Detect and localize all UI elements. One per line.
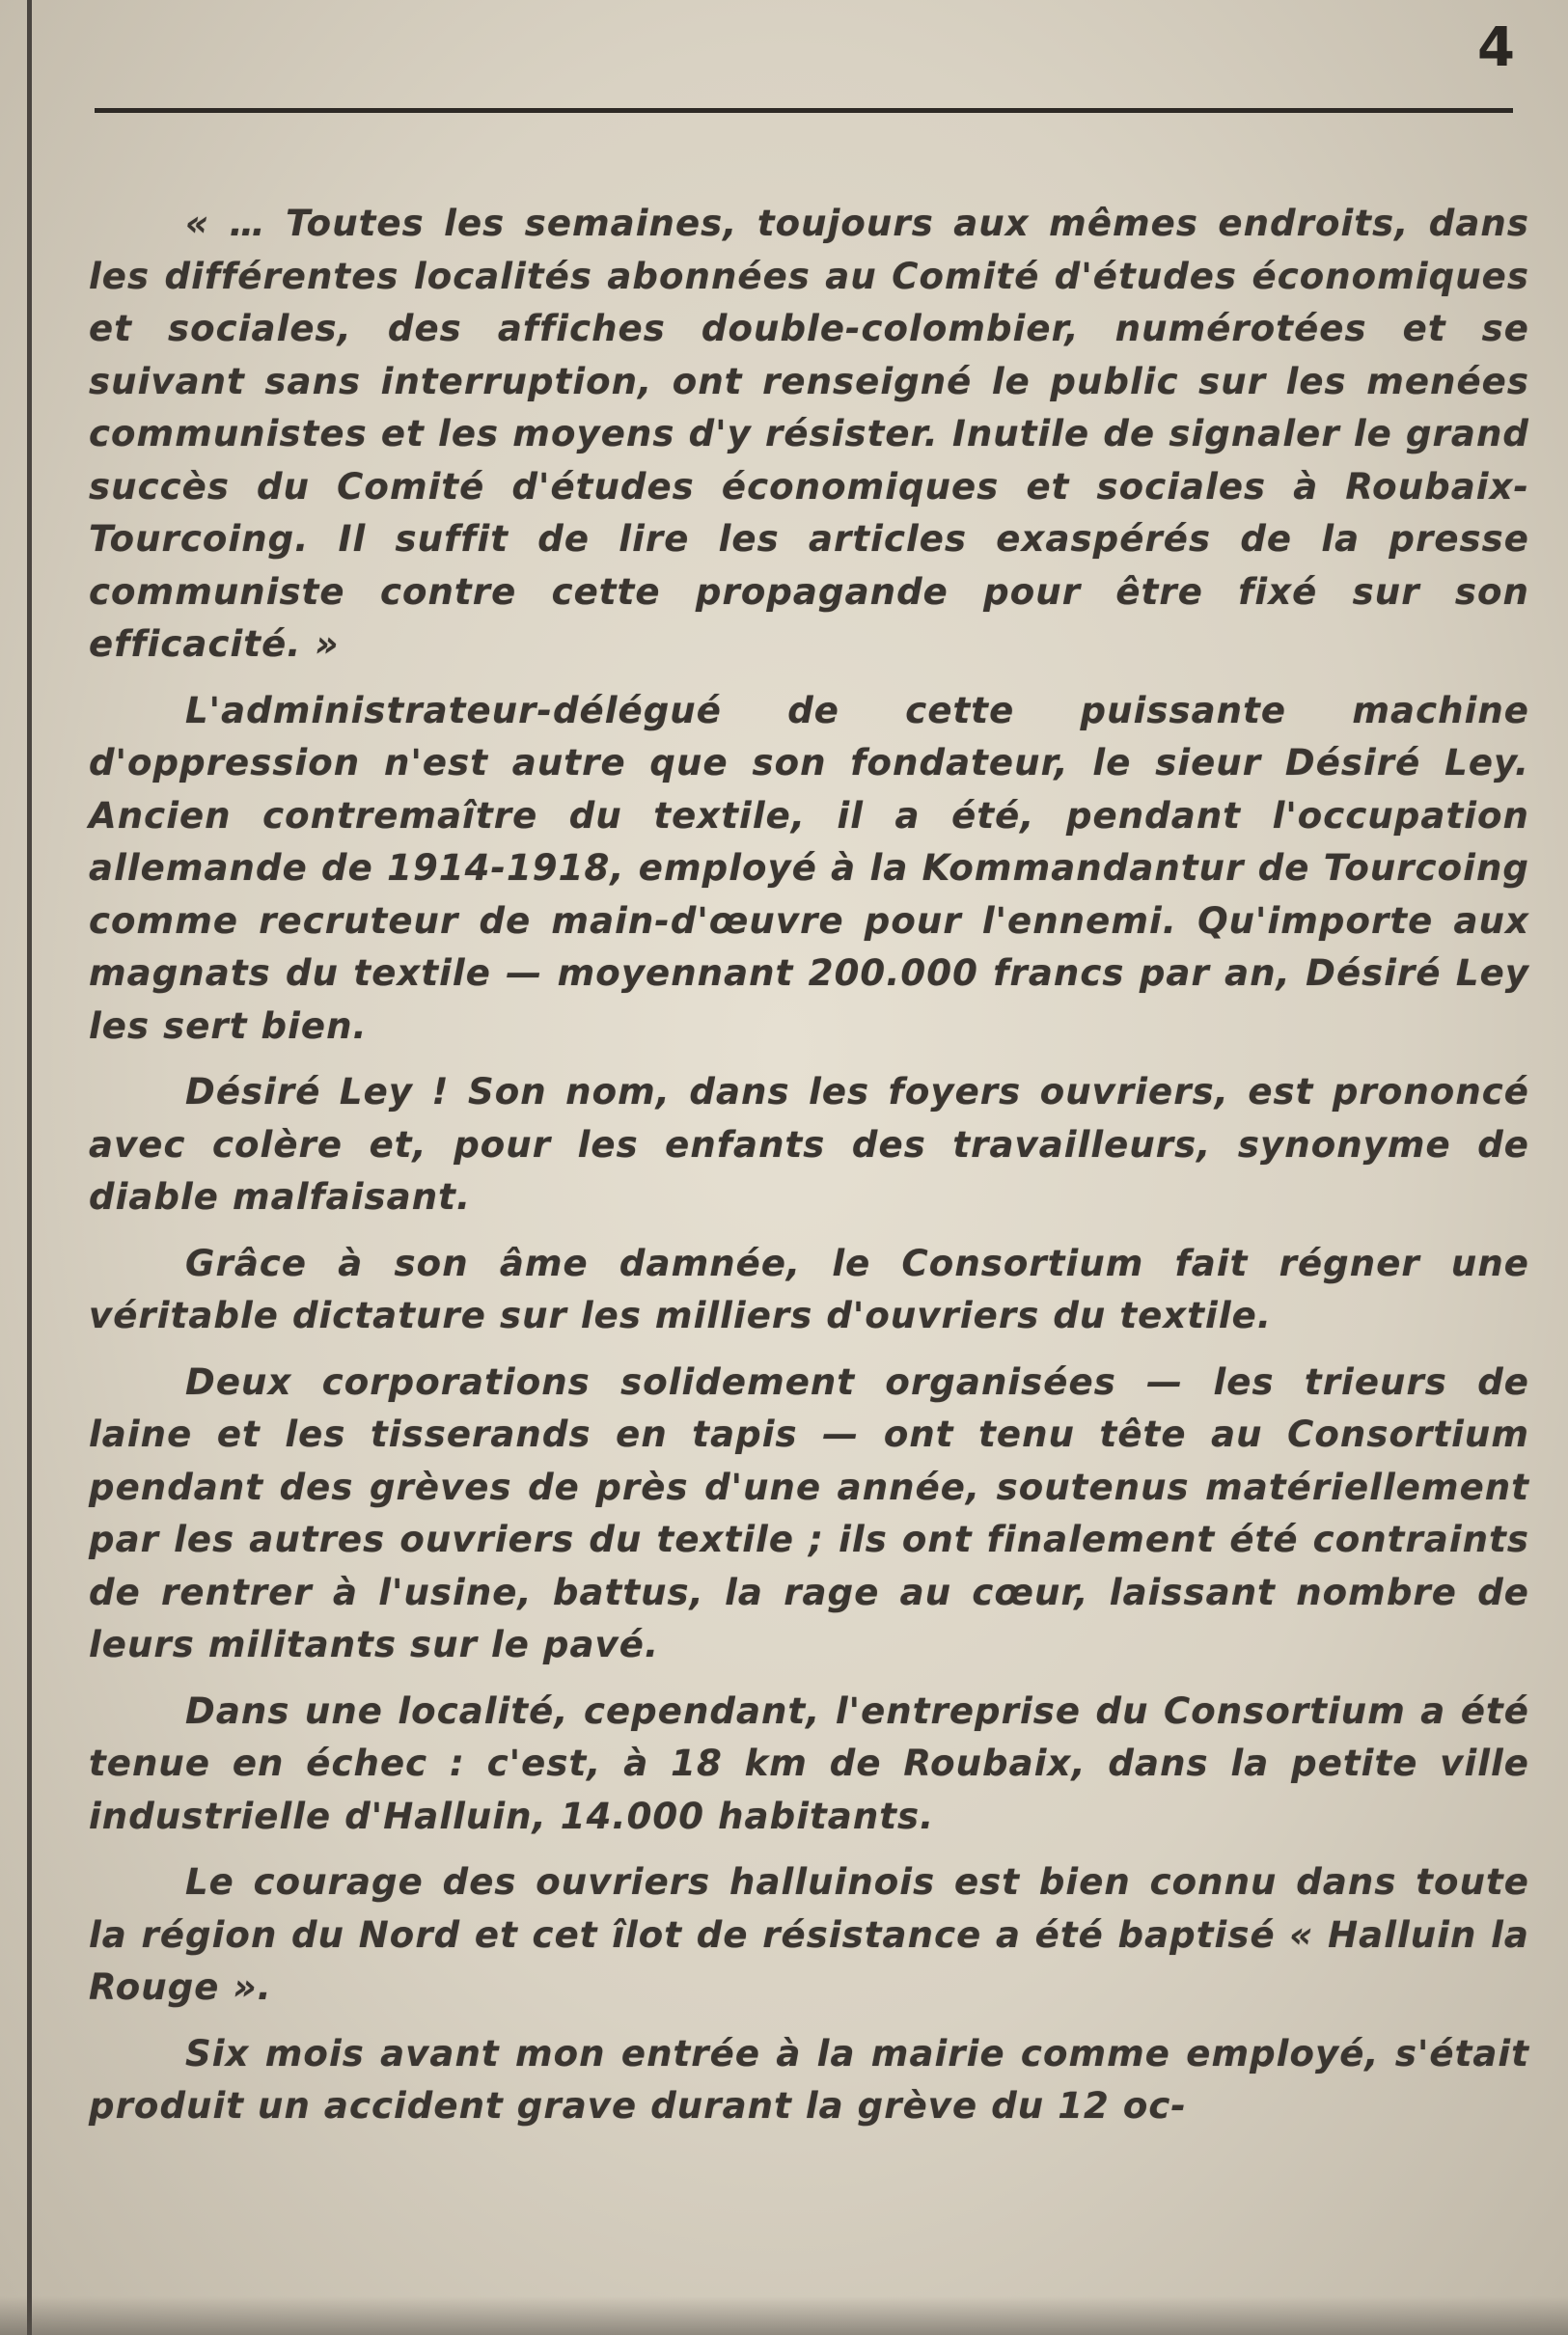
article-paragraph: « … Toutes les semaines, toujours aux mêmes endroits, dans les différentes localités abonnées au Comité d'études économiques et sociales, des affiches double-colombier, numérotées et se suivant sans interruption, ont renseigné le public sur les menées communistes et les moyens d'y résister. Inutile de signaler le grand succès du Comité d'études économiques et sociales à Roubaix-Tourcoing. Il suffit de lire les articles exaspérés de la presse communiste contre cette propagande pour être fixé sur son efficacité. » <box>89 203 1529 665</box>
article-paragraph: L'administrateur-délégué de cette puissante machine d'oppression n'est autre que son fondateur, le sieur Désiré Ley. Ancien contremaître du textile, il a été, pendant l'occupation allemande de 1914-1918, employé à la Kommandantur de Tourcoing comme recruteur de main-d'œuvre pour l'ennemi. Qu'importe aux magnats du textile — moyennant 200.000 francs par an, Désiré Ley les sert bien. <box>89 689 1529 1047</box>
page-number: 4 <box>1477 16 1515 79</box>
article-paragraph: Grâce à son âme damnée, le Consortium fait régner une véritable dictature sur les milliers d'ouvriers du textile. <box>89 1242 1529 1336</box>
article-paragraph: Dans une localité, cependant, l'entreprise du Consortium a été tenue en échec : c'est, à 18 km de Roubaix, dans la petite ville industrielle d'Halluin, 14.000 habitants. <box>89 1689 1529 1837</box>
article-paragraph: Six mois avant mon entrée à la mairie comme employé, s'était produit un accident grave durant la grève du 12 oc- <box>89 2032 1529 2127</box>
article-paragraph: Deux corporations solidement organisées — les trieurs de laine et les tisserands en tapis — ont tenu tête au Consortium pendant des grèves de près d'une année, soutenus matériellement par les autres ouvriers du textile ; ils ont finalement été contraints de rentrer à l'usine, battus, la rage au cœur, laissant nombre de leurs militants sur le pavé. <box>89 1360 1529 1665</box>
bottom-shadow <box>0 2296 1568 2335</box>
article-paragraph: Le courage des ouvriers halluinois est bien connu dans toute la région du Nord et cet îlot de résistance a été baptisé « Halluin la Rouge ». <box>89 1861 1529 2008</box>
left-page-border <box>27 0 32 2335</box>
top-rule-divider <box>95 108 1513 113</box>
article-paragraph: Désiré Ley ! Son nom, dans les foyers ouvriers, est prononcé avec colère et, pour les enfants des travailleurs, synonyme de diable malfaisant. <box>89 1071 1529 1218</box>
article-body <box>89 198 1529 2147</box>
